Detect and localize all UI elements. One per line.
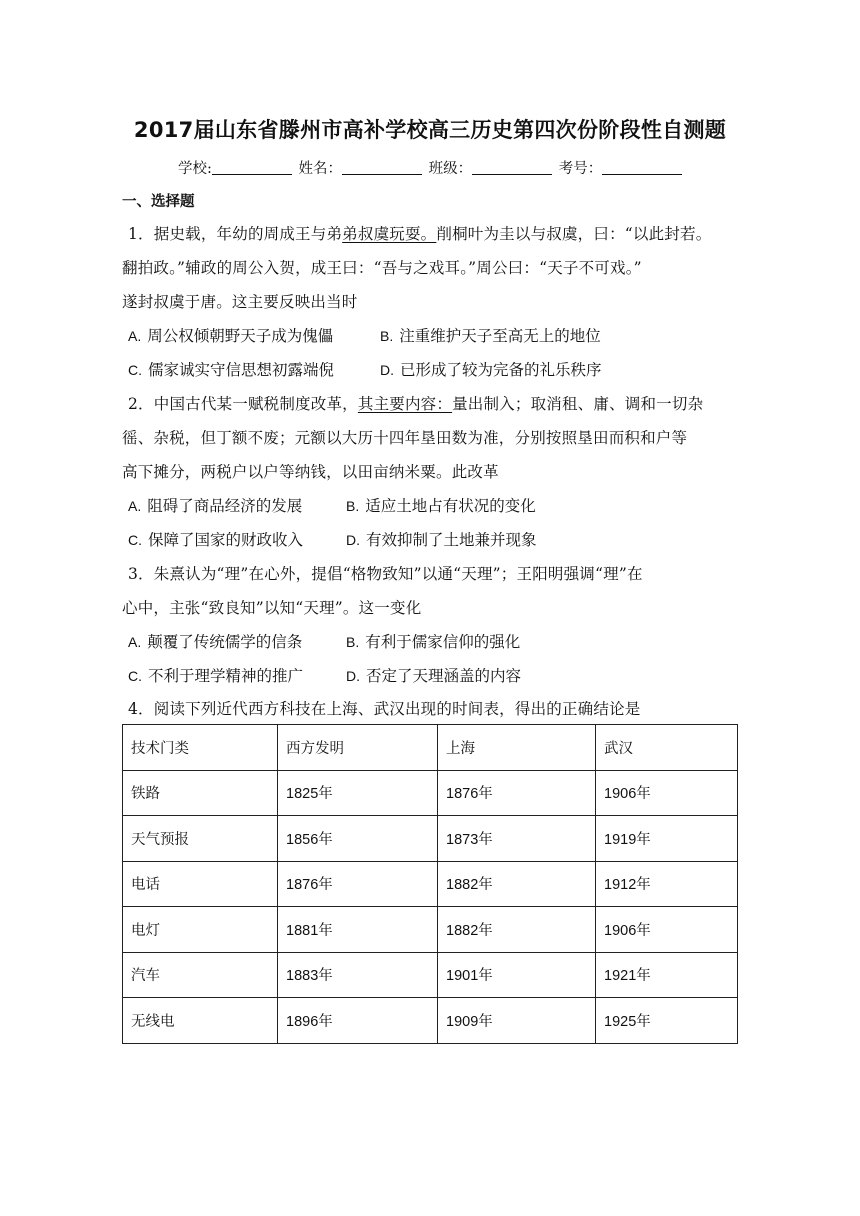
q3-option-a[interactable]: A. 颠覆了传统儒学的信条 <box>128 633 303 651</box>
table-cell: 1876年 <box>278 861 438 907</box>
q2-text-b: 量出制入；取消租、庸、调和一切杂 <box>452 395 704 413</box>
table-cell: 无线电 <box>123 998 278 1044</box>
q1-underlined: 弟叔虞玩耍。 <box>342 225 437 243</box>
q2-underlined: 其主要内容： <box>357 395 453 413</box>
table-cell: 汽车 <box>123 952 278 998</box>
table-cell: 电话 <box>123 861 278 907</box>
table-cell: 1873年 <box>438 816 596 862</box>
table-cell: 1856年 <box>278 816 438 862</box>
table-cell: 天气预报 <box>123 816 278 862</box>
class-label: 班级： <box>428 161 473 177</box>
table-row <box>123 907 738 953</box>
q1-option-c[interactable]: C. 儒家诚实守信思想初露端倪 <box>128 361 335 379</box>
table-cell: 1896年 <box>278 998 438 1044</box>
q4-line-1: 4．阅读下列近代西方科技在上海、武汉出现的时间表，得出的正确结论是 <box>128 700 641 718</box>
table-cell: 1876年 <box>438 770 596 816</box>
q1-line-3: 遂封叔虞于唐。这主要反映出当时 <box>122 293 358 311</box>
q2-option-a[interactable]: A. 阻碍了商品经济的发展 <box>128 497 303 515</box>
class-blank[interactable] <box>472 160 552 175</box>
table-cell: 铁路 <box>123 770 278 816</box>
q1-option-a[interactable]: A. 周公权倾朝野天子成为傀儡 <box>128 327 334 345</box>
table-cell: 1882年 <box>438 861 596 907</box>
q2-option-d[interactable]: D. 有效抑制了土地兼并现象 <box>346 531 537 549</box>
q3-option-d[interactable]: D. 否定了天理涵盖的内容 <box>346 667 522 685</box>
student-info-line <box>178 157 684 178</box>
q1-option-b[interactable]: B. 注重维护天子至高无上的地位 <box>380 327 601 345</box>
q1-text-b: 削桐叶为圭以与叔虞，曰：“以此封若。 <box>436 225 712 243</box>
table-cell: 1919年 <box>596 816 738 862</box>
table-cell: 1883年 <box>278 952 438 998</box>
q3-line-1: 3．朱熹认为“理”在心外，提倡“格物致知”以通“天理”；王阳明强调“理”在 <box>128 565 643 583</box>
q1-line-2: 翻拍政。”辅政的周公入贺，成王曰：“吾与之戏耳。”周公曰：“天子不可戏。” <box>122 259 642 277</box>
table-header-cell: 武汉 <box>596 725 738 771</box>
table-row <box>123 952 738 998</box>
q2-option-b[interactable]: B. 适应土地占有状况的变化 <box>346 497 536 515</box>
table-cell: 电灯 <box>123 907 278 953</box>
tech-timeline-table <box>122 724 738 1044</box>
q2-line-1 <box>128 392 703 414</box>
q3-line-2: 心中，主张“致良知”以知“天理”。这一变化 <box>122 599 422 617</box>
section-heading: 一、选择题 <box>122 194 195 210</box>
q3-option-c[interactable]: C. 不利于理学精神的推广 <box>128 667 304 685</box>
q2-option-c[interactable]: C. 保障了国家的财政收入 <box>128 531 304 549</box>
q1-text-a: 1．据史载，年幼的周成王与弟 <box>128 225 343 243</box>
name-blank[interactable] <box>342 160 422 175</box>
table-cell: 1901年 <box>438 952 596 998</box>
name-label: 姓名： <box>298 161 342 177</box>
table-header-cell: 西方发明 <box>278 725 438 771</box>
q2-line-3: 高下摊分，两税户以户等纳钱，以田亩纳米粟。此改革 <box>122 463 499 481</box>
table-row <box>123 998 738 1044</box>
school-blank[interactable] <box>212 160 292 175</box>
table-row <box>123 861 738 907</box>
table-header-cell: 技术门类 <box>123 725 278 771</box>
table-cell: 1881年 <box>278 907 438 953</box>
table-cell: 1906年 <box>596 770 738 816</box>
table-row <box>123 770 738 816</box>
q2-line-2: 徭、杂税，但丁额不废；元额以大历十四年垦田数为准，分别按照垦田而积和户等 <box>122 429 688 447</box>
table-cell: 1921年 <box>596 952 738 998</box>
table-header-row <box>123 725 738 771</box>
table-cell: 1825年 <box>278 770 438 816</box>
document-title: 2017届山东省滕州市高补学校高三历史第四次份阶段性自测题 <box>133 118 727 142</box>
q1-line-1 <box>128 222 711 244</box>
q2-text-a: 2．中国古代某一赋税制度改革， <box>128 395 358 413</box>
table-cell: 1906年 <box>596 907 738 953</box>
table-cell: 1882年 <box>438 907 596 953</box>
table-cell: 1925年 <box>596 998 738 1044</box>
q3-option-b[interactable]: B. 有利于儒家信仰的强化 <box>346 633 521 651</box>
exam-no-blank[interactable] <box>602 160 682 175</box>
table-cell: 1912年 <box>596 861 738 907</box>
table-cell: 1909年 <box>438 998 596 1044</box>
q1-option-d[interactable]: D. 已形成了较为完备的礼乐秩序 <box>380 361 602 379</box>
school-label: 学校: <box>178 161 212 177</box>
table-row <box>123 816 738 862</box>
table-header-cell: 上海 <box>438 725 596 771</box>
exam-no-label: 考号： <box>558 161 603 177</box>
